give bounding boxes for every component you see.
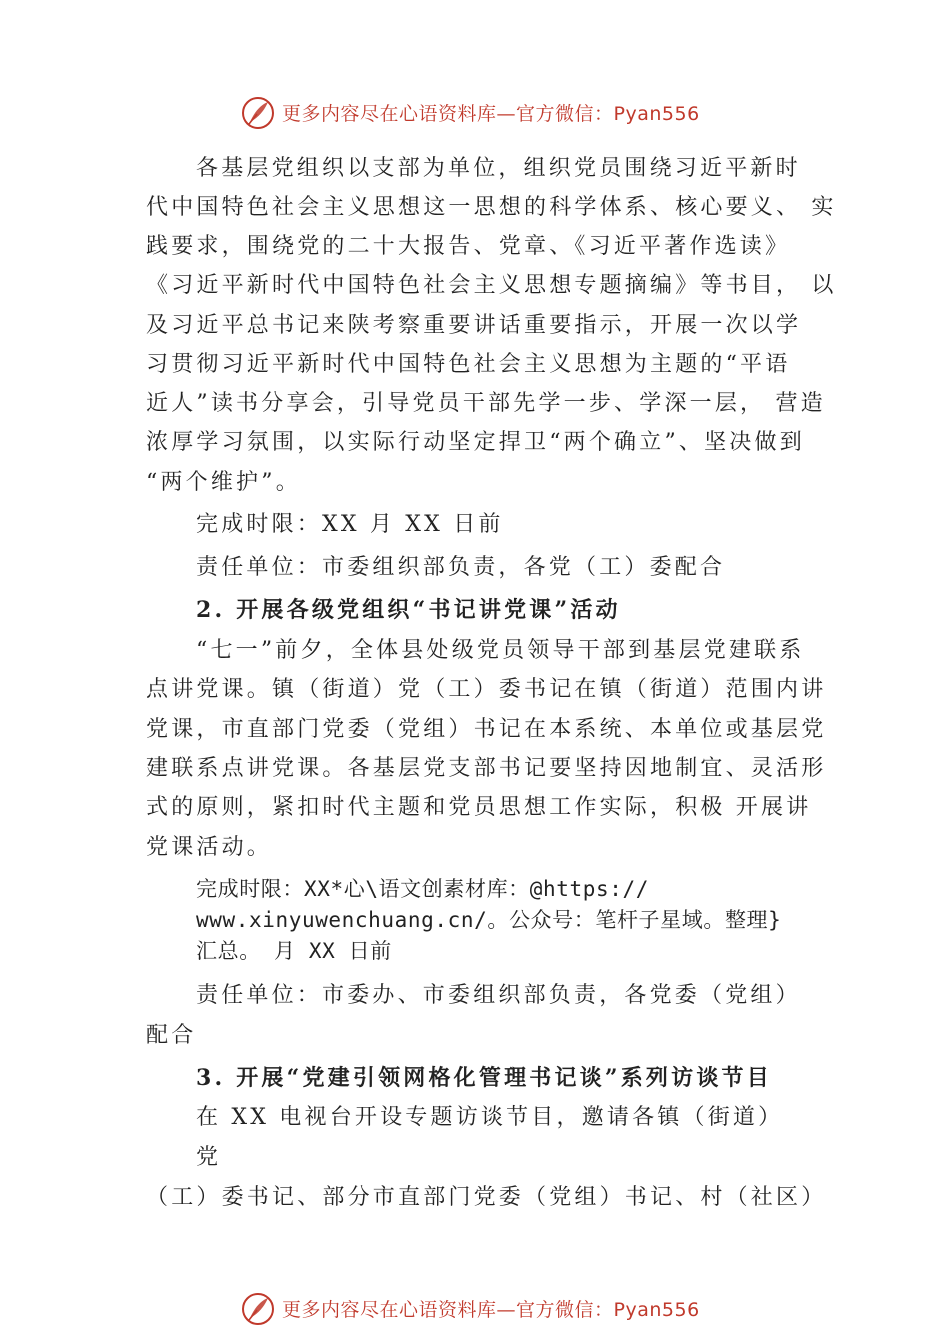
responsible-text: 责任单位：市委组织部负责，各党（工）委配合 bbox=[196, 555, 726, 580]
deadline-text: www.xinyuwenchuang.cn/。公众号：笔杆子星域。整理} bbox=[196, 908, 782, 932]
watermark-tail: 官方微信：Pyan556 bbox=[516, 1299, 700, 1321]
paragraph-line: （工）委书记、部分市直部门党委（党组）书记、村（社区） bbox=[146, 1185, 827, 1210]
watermark-main: 更多内容尽在心语资料库 bbox=[282, 1299, 497, 1321]
feather-logo-icon bbox=[240, 1291, 276, 1327]
paragraph-line: 党 bbox=[196, 1145, 222, 1170]
paragraph-line: 式的原则，紧扣时代主题和党员思想工作实际，积极 开展讲 bbox=[146, 795, 812, 820]
watermark-sep: — bbox=[496, 103, 517, 125]
paragraph-line: “两个维护”。 bbox=[146, 470, 301, 495]
watermark-text bbox=[282, 99, 700, 126]
deadline-text: 完成时限：XX*心\语文创素材库：@https:// bbox=[196, 877, 649, 901]
paragraph-line: “七一”前夕，全体县处级党员领导干部到基层党建联系 bbox=[196, 638, 805, 663]
paragraph-line: 建联系点讲党课。各基层党支部书记要坚持因地制宜、灵活形 bbox=[146, 756, 827, 781]
watermark-main: 更多内容尽在心语资料库 bbox=[282, 103, 497, 125]
watermark-text bbox=[282, 1295, 700, 1322]
paragraph-line: 习贯彻习近平新时代中国特色社会主义思想为主题的“平语 bbox=[146, 352, 791, 377]
watermark-banner-top bbox=[0, 93, 950, 133]
section-heading: 2. 开展各级党组织“书记讲党课”活动 bbox=[196, 597, 621, 623]
feather-logo-icon bbox=[240, 95, 276, 131]
section-heading: 3. 开展“党建引领网格化管理书记谈”系列访谈节目 bbox=[196, 1065, 772, 1091]
paragraph-line: 及习近平总书记来陕考察重要讲话重要指示，开展一次以学 bbox=[146, 313, 802, 338]
paragraph-line: 《习近平新时代中国特色社会主义思想专题摘编》等书目， 以 bbox=[146, 273, 837, 298]
paragraph-line: 点讲党课。镇（街道）党（工）委书记在镇（街道）范围内讲 bbox=[146, 677, 827, 702]
paragraph-line: 党课，市直部门党委（党组）书记在本系统、本单位或基层党 bbox=[146, 717, 827, 742]
responsible-text: 责任单位：市委办、市委组织部负责，各党委（党组） bbox=[196, 983, 801, 1008]
paragraph-line: 践要求，围绕党的二十大报告、党章、《习近平著作选读》 bbox=[146, 234, 791, 259]
paragraph-line: 在 XX 电视台开设专题访谈节目，邀请各镇（街道） bbox=[196, 1105, 784, 1130]
deadline-text: 完成时限：XX 月 XX 日前 bbox=[196, 512, 504, 537]
paragraph-line: 各基层党组织以支部为单位，组织党员围绕习近平新时 bbox=[196, 156, 801, 181]
paragraph-line: 近人”读书分享会，引导党员干部先学一步、学深一层， 营造 bbox=[146, 391, 826, 416]
watermark-banner-bottom bbox=[0, 1289, 950, 1329]
watermark-sep: — bbox=[496, 1299, 517, 1321]
deadline-text: 汇总。 月 XX 日前 bbox=[196, 939, 392, 963]
paragraph-line: 党课活动。 bbox=[146, 835, 273, 860]
paragraph-line: 浓厚学习氛围，以实际行动坚定捍卫“两个确立”、坚决做到 bbox=[146, 430, 805, 455]
paragraph-line: 代中国特色社会主义思想这一思想的科学体系、核心要义、 实 bbox=[146, 195, 837, 220]
responsible-text: 配合 bbox=[146, 1023, 197, 1048]
watermark-tail: 官方微信：Pyan556 bbox=[516, 103, 700, 125]
